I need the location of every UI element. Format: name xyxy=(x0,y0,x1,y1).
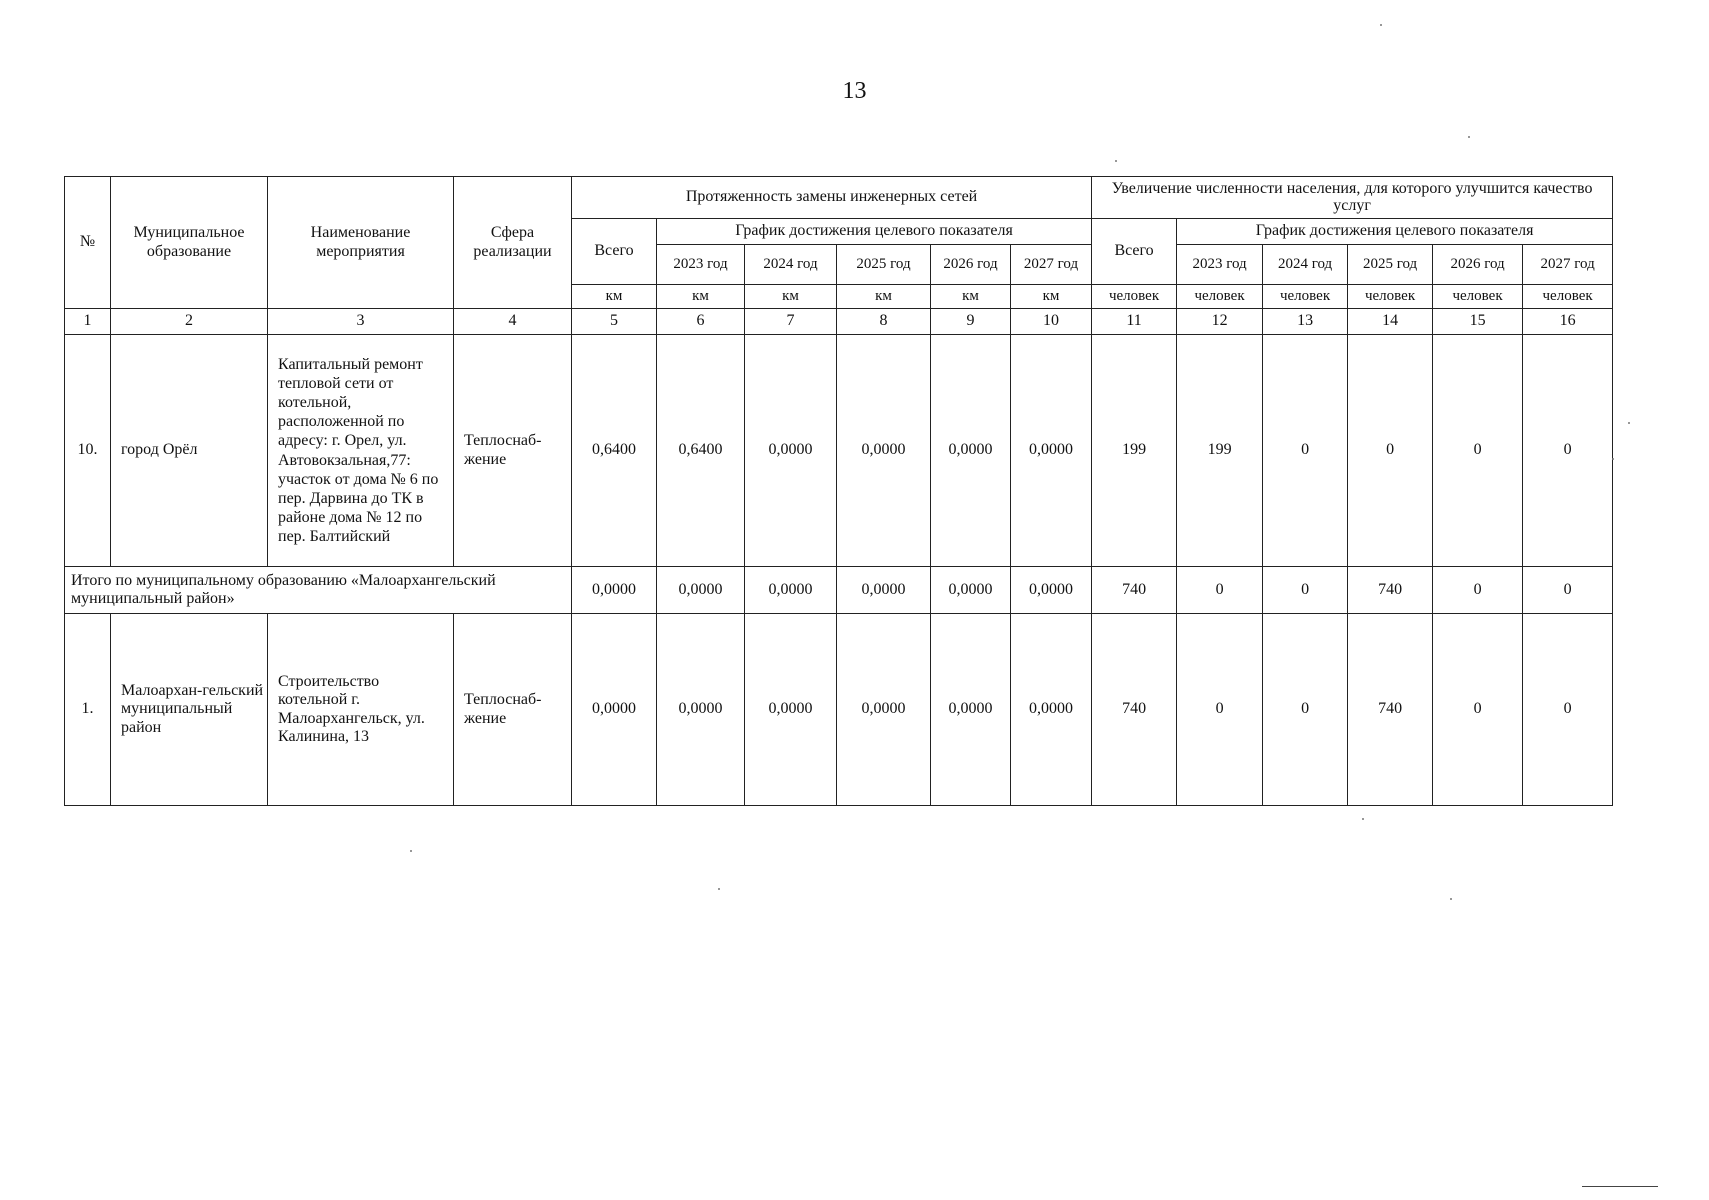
row-value: 0,0000 xyxy=(837,614,931,806)
row-value: 0 xyxy=(1177,614,1263,806)
unit-km: км xyxy=(1011,285,1092,309)
header-group-population: Увеличение численности населения, для которого улучшится качество услуг xyxy=(1092,177,1613,219)
column-number: 5 xyxy=(572,309,657,335)
unit-people: человек xyxy=(1523,285,1613,309)
column-number: 12 xyxy=(1177,309,1263,335)
row-value: 0,0000 xyxy=(931,614,1011,806)
year-2027-km: 2027 год xyxy=(1011,245,1092,285)
subtotal-row xyxy=(65,567,1613,614)
column-number: 4 xyxy=(454,309,572,335)
row-value: 740 xyxy=(1348,567,1433,614)
page-number: 13 xyxy=(842,78,867,104)
row-event: Капитальный ремонт тепловой сети от котельной, расположенной по адресу: г. Орел, ул. Автовокзальная,77: участок от дома № 6 по пер. Дарвина до ТК в районе дома № 12 по пер. Балтийский xyxy=(268,335,454,567)
header-schedule-km: График достижения целевого показателя xyxy=(657,219,1092,245)
row-value: 0 xyxy=(1433,335,1523,567)
header-num: № xyxy=(65,177,111,309)
row-value: 0,6400 xyxy=(657,335,745,567)
column-number: 1 xyxy=(65,309,111,335)
year-2026-people: 2026 год xyxy=(1433,245,1523,285)
header-total-people: Всего xyxy=(1092,219,1177,285)
row-municipality: город Орёл xyxy=(111,335,268,567)
row-value: 0 xyxy=(1433,567,1523,614)
row-value: 740 xyxy=(1092,567,1177,614)
header-total-km: Всего xyxy=(572,219,657,285)
row-value: 0,0000 xyxy=(657,614,745,806)
row-value: 0 xyxy=(1523,335,1613,567)
row-value: 0,0000 xyxy=(745,567,837,614)
unit-km: км xyxy=(931,285,1011,309)
scan-speck xyxy=(1362,818,1364,820)
row-value: 0,0000 xyxy=(1011,335,1092,567)
header-municipality: Муниципальное образование xyxy=(111,177,268,309)
column-number: 16 xyxy=(1523,309,1613,335)
header-event-name: Наименование мероприятия xyxy=(268,177,454,309)
row-value: 0,0000 xyxy=(745,614,837,806)
scan-speck xyxy=(1628,422,1630,424)
column-number: 10 xyxy=(1011,309,1092,335)
row-value: 740 xyxy=(1348,614,1433,806)
row-event: Строительство котельной г. Малоархангельск, ул. Калинина, 13 xyxy=(268,614,454,806)
column-number: 6 xyxy=(657,309,745,335)
scan-speck xyxy=(1450,898,1452,900)
unit-people: человек xyxy=(1263,285,1348,309)
column-number: 11 xyxy=(1092,309,1177,335)
year-2024-km: 2024 год xyxy=(745,245,837,285)
column-number: 13 xyxy=(1263,309,1348,335)
year-2024-people: 2024 год xyxy=(1263,245,1348,285)
unit-people: человек xyxy=(1092,285,1177,309)
row-sphere: Теплоснаб-жение xyxy=(454,614,572,806)
row-value: 0,0000 xyxy=(657,567,745,614)
row-value: 0 xyxy=(1177,567,1263,614)
row-value: 0,0000 xyxy=(931,567,1011,614)
unit-people: человек xyxy=(1177,285,1263,309)
column-number: 2 xyxy=(111,309,268,335)
indicators-table xyxy=(64,176,1613,806)
row-value: 0 xyxy=(1263,567,1348,614)
row-value: 0,0000 xyxy=(1011,614,1092,806)
year-2023-km: 2023 год xyxy=(657,245,745,285)
column-number: 14 xyxy=(1348,309,1433,335)
unit-km: км xyxy=(837,285,931,309)
scan-speck xyxy=(1468,136,1470,138)
row-value: 0,0000 xyxy=(837,335,931,567)
header-schedule-people: График достижения целевого показателя xyxy=(1177,219,1613,245)
row-value: 740 xyxy=(1092,614,1177,806)
column-number: 15 xyxy=(1433,309,1523,335)
scan-speck xyxy=(718,888,720,890)
row-value: 0 xyxy=(1523,614,1613,806)
unit-people: человек xyxy=(1433,285,1523,309)
row-value: 0 xyxy=(1263,335,1348,567)
year-2025-km: 2025 год xyxy=(837,245,931,285)
scan-speck xyxy=(410,850,412,852)
unit-km: км xyxy=(572,285,657,309)
row-num: 10. xyxy=(65,335,111,567)
row-num: 1. xyxy=(65,614,111,806)
row-value: 0,0000 xyxy=(745,335,837,567)
row-sphere: Теплоснаб-жение xyxy=(454,335,572,567)
unit-people: человек xyxy=(1348,285,1433,309)
scan-speck xyxy=(1115,160,1117,162)
column-number: 3 xyxy=(268,309,454,335)
year-2026-km: 2026 год xyxy=(931,245,1011,285)
row-municipality: Малоархан-гельский муниципальный район xyxy=(111,614,268,806)
row-value: 0 xyxy=(1263,614,1348,806)
row-value: 199 xyxy=(1177,335,1263,567)
unit-km: км xyxy=(745,285,837,309)
row-value: 199 xyxy=(1092,335,1177,567)
row-value: 0 xyxy=(1433,614,1523,806)
scan-speck xyxy=(1612,458,1614,460)
table-row xyxy=(65,335,1613,567)
row-value: 0,6400 xyxy=(572,335,657,567)
year-2025-people: 2025 год xyxy=(1348,245,1433,285)
row-value: 0 xyxy=(1523,567,1613,614)
row-value: 0,0000 xyxy=(931,335,1011,567)
scan-speck xyxy=(1380,24,1382,26)
row-value: 0,0000 xyxy=(1011,567,1092,614)
column-number: 9 xyxy=(931,309,1011,335)
row-value: 0,0000 xyxy=(837,567,931,614)
row-value: 0,0000 xyxy=(572,614,657,806)
table-row xyxy=(65,614,1613,806)
unit-km: км xyxy=(657,285,745,309)
row-value: 0 xyxy=(1348,335,1433,567)
column-number: 8 xyxy=(837,309,931,335)
subtotal-label: Итого по муниципальному образованию «Малоархангельский муниципальный район» xyxy=(65,567,572,614)
scan-line xyxy=(1582,1186,1658,1187)
header-group-networks: Протяженность замены инженерных сетей xyxy=(572,177,1092,219)
row-value: 0,0000 xyxy=(572,567,657,614)
year-2027-people: 2027 год xyxy=(1523,245,1613,285)
column-number: 7 xyxy=(745,309,837,335)
year-2023-people: 2023 год xyxy=(1177,245,1263,285)
header-sphere: Сфера реализации xyxy=(454,177,572,309)
